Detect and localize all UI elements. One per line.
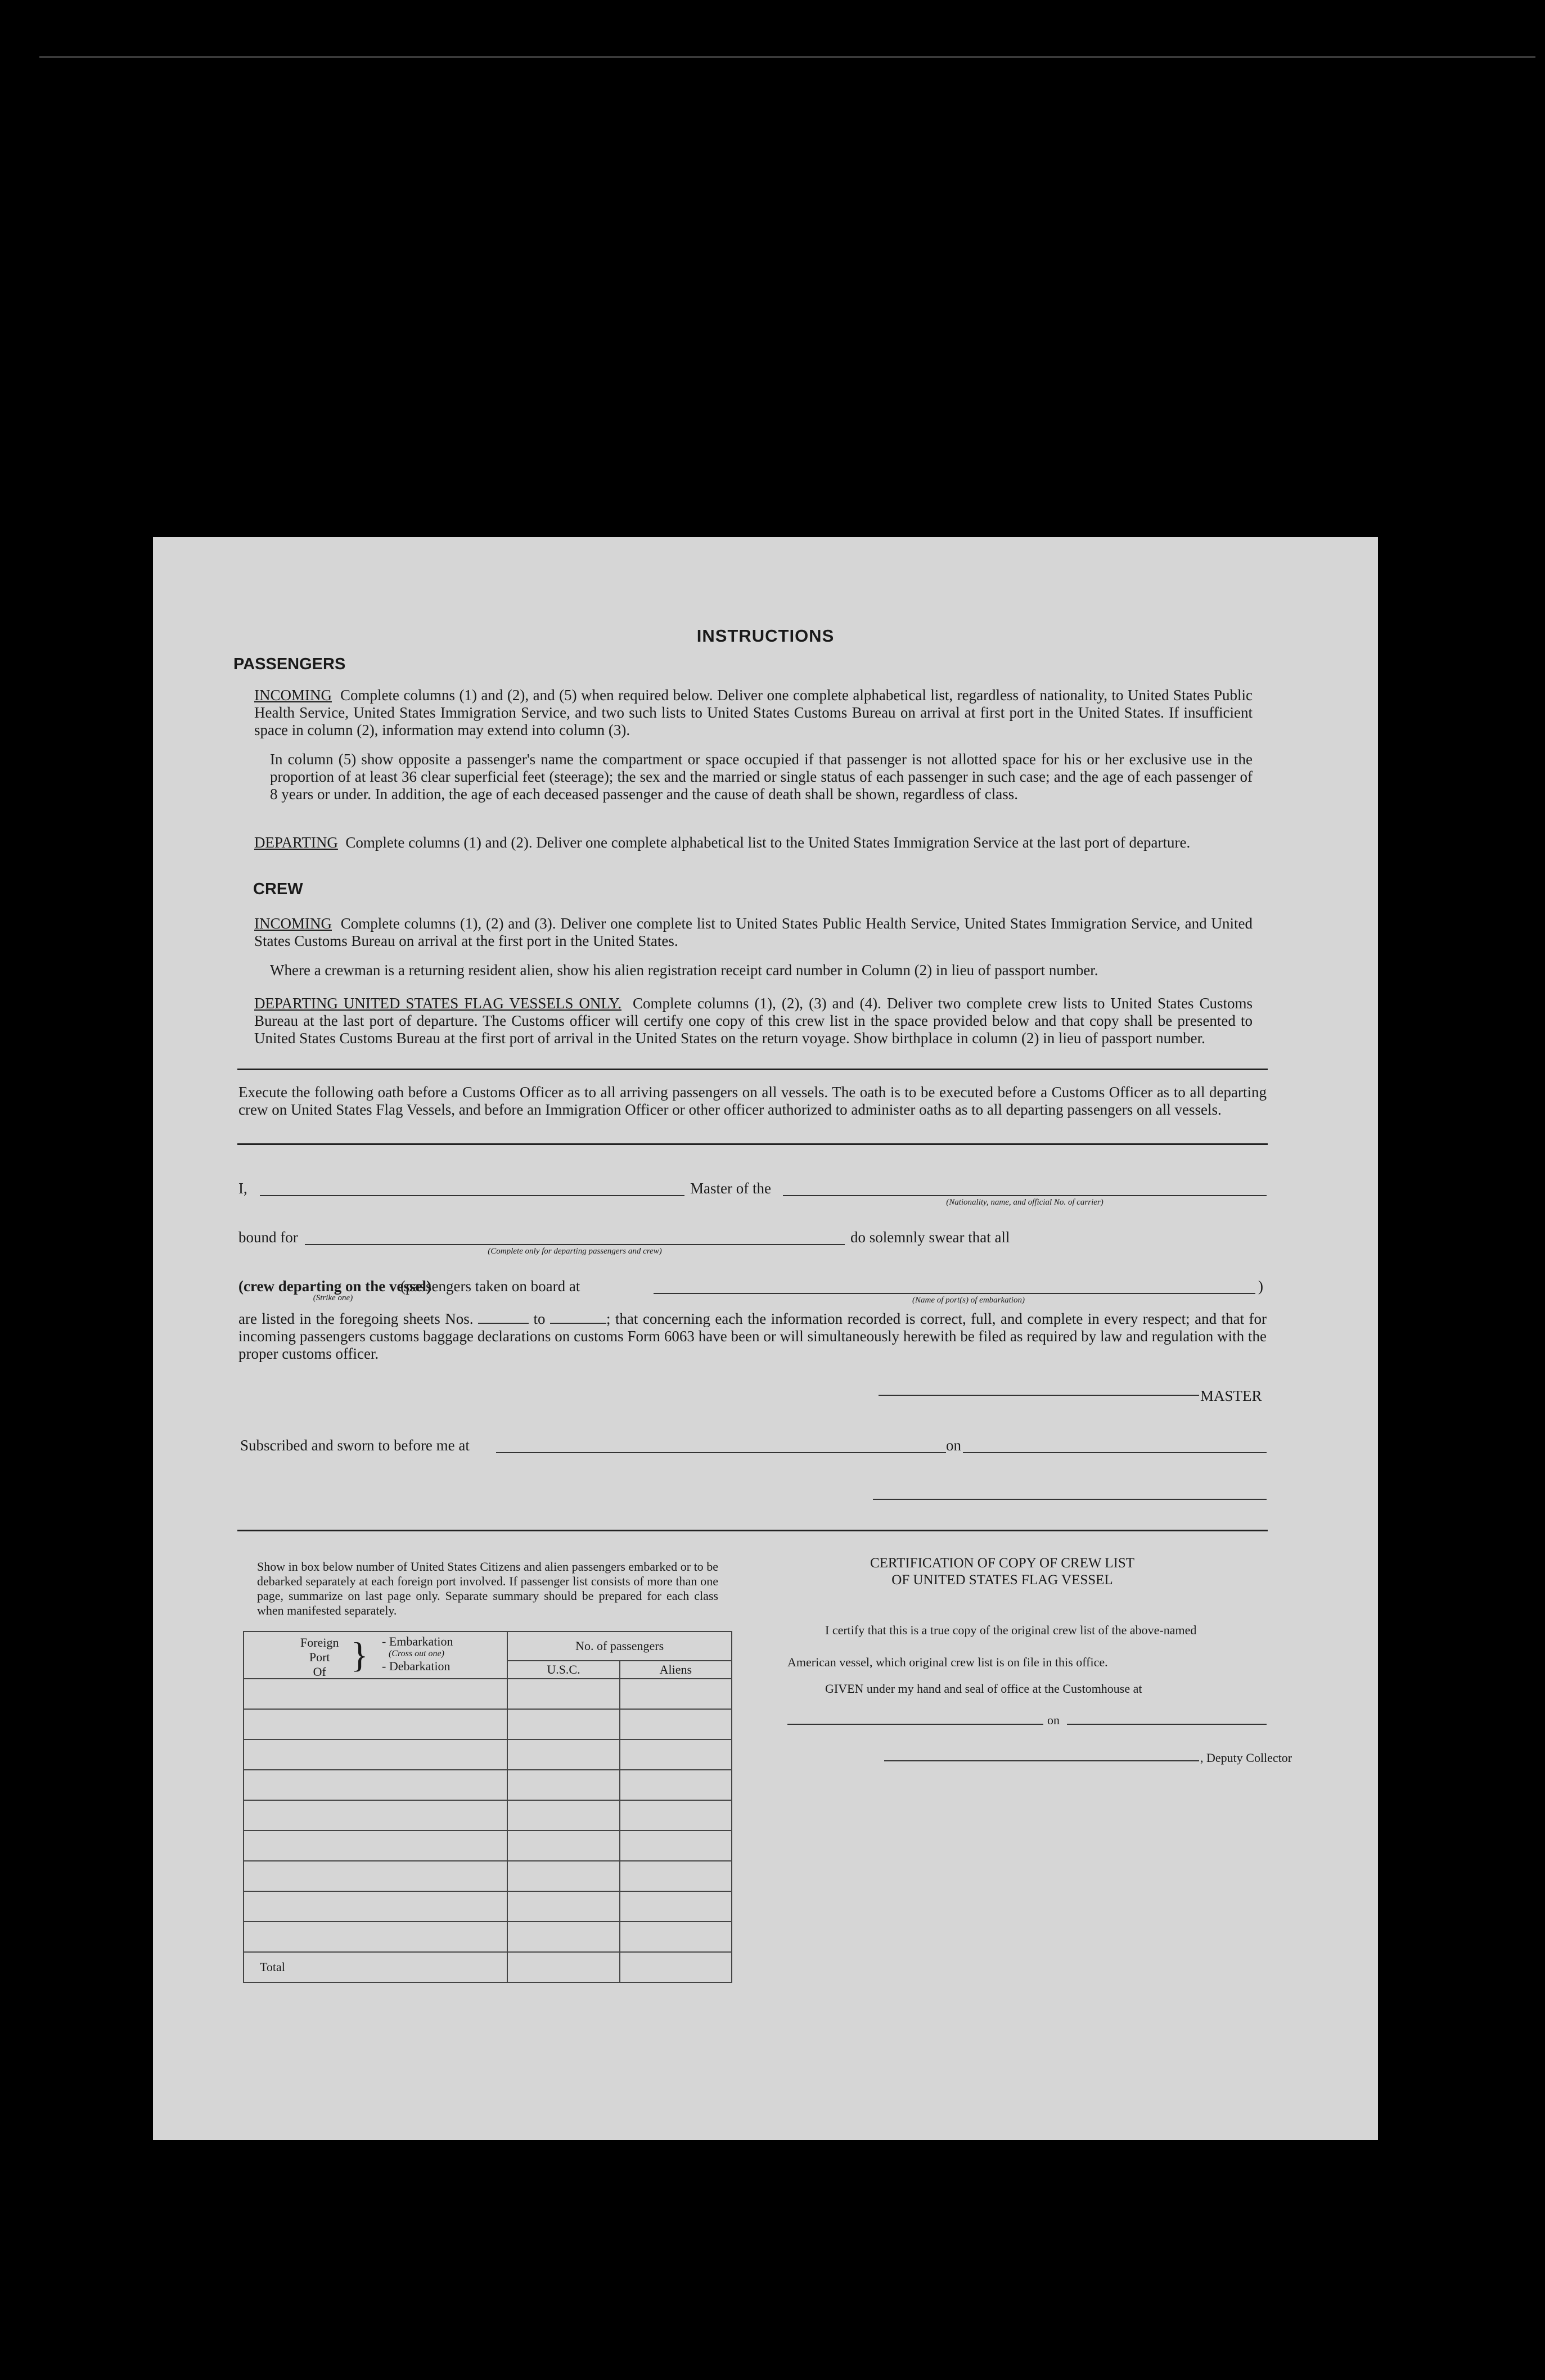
customhouse-field[interactable]	[787, 1724, 1043, 1725]
usc-cell[interactable]	[507, 1861, 619, 1891]
usc-header: U.S.C.	[507, 1661, 619, 1679]
cross-out-caption: (Cross out one)	[389, 1649, 444, 1658]
master-label: MASTER	[1200, 1387, 1262, 1404]
aliens-cell[interactable]	[620, 1679, 732, 1709]
passengers-incoming-lead: INCOMING	[254, 687, 332, 704]
aliens-cell[interactable]	[620, 1770, 732, 1800]
divider	[237, 1069, 1268, 1070]
crew-departing-lead: DEPARTING UNITED STATES FLAG VESSELS ONLY.	[254, 995, 621, 1012]
given-text: GIVEN under my hand and seal of office at the Customhouse at	[825, 1682, 1142, 1696]
of-word: Of	[313, 1665, 326, 1679]
cert-on-label: on	[1047, 1713, 1060, 1727]
no-of-passengers-header: No. of passengers	[507, 1631, 732, 1661]
embark-options	[382, 1635, 453, 1673]
cert-date-field[interactable]	[1067, 1724, 1267, 1725]
crew-departing-text: Complete columns (1), (2), (3) and (4). Deliver two complete crew lists to United States Customs Bureau at the last port of departure. The Customs officer will certify one copy of this crew list in the space provided below and that copy shall be presented to United States Customs Bureau at the first port of arrival in the United States on the return voyage. Show birthplace in column (2) in lieu of passport number.	[254, 995, 1253, 1047]
deputy-collector-label: , Deputy Collector	[1200, 1751, 1292, 1765]
brace-icon: }	[351, 1635, 368, 1675]
port-cell[interactable]	[244, 1891, 507, 1922]
passengers-taken-option[interactable]: (passengers taken on board at	[400, 1278, 580, 1295]
sheets-post: ; that concerning each the information recorded is correct, full, and complete in every respect; and that for incoming passengers customs baggage declarations on customs Form 6063 have been or will simultaneously herewith be filed as required by law and regulation with the proper customs officer.	[238, 1310, 1267, 1362]
debarkation-option[interactable]: - Debarkation	[382, 1659, 451, 1673]
certification-title	[783, 1555, 1222, 1589]
foreign-word: Foreign	[300, 1635, 339, 1649]
american-vessel-text: American vessel, which original crew list is on file in this office.	[787, 1655, 1108, 1669]
table-row	[244, 1739, 732, 1770]
usc-cell[interactable]	[507, 1679, 619, 1709]
bound-for-field[interactable]	[305, 1244, 845, 1245]
bound-caption: (Complete only for departing passengers and crew)	[488, 1247, 662, 1256]
passengers-incoming-paragraph	[254, 687, 1253, 739]
subscribed-label: Subscribed and sworn to before me at	[240, 1437, 470, 1454]
divider	[237, 1530, 1268, 1531]
crew-incoming-lead: INCOMING	[254, 915, 332, 932]
crew-heading: CREW	[253, 880, 303, 898]
aliens-cell[interactable]	[620, 1861, 732, 1891]
total-row	[244, 1952, 732, 1982]
usc-cell[interactable]	[507, 1739, 619, 1770]
passengers-departing-text: Complete columns (1) and (2). Deliver one complete alphabetical list to the United States Immigration Service at the last port of departure.	[345, 834, 1191, 851]
aliens-cell[interactable]	[620, 1831, 732, 1861]
officer-signature-field[interactable]	[873, 1499, 1267, 1500]
port-cell[interactable]	[244, 1739, 507, 1770]
page-title: INSTRUCTIONS	[696, 626, 835, 646]
sworn-on-label: on	[946, 1437, 961, 1454]
total-label: Total	[244, 1952, 507, 1982]
table-row	[244, 1922, 732, 1952]
foreign-port-of	[300, 1635, 339, 1679]
sworn-place-field[interactable]	[496, 1452, 946, 1453]
aliens-header: Aliens	[620, 1661, 732, 1679]
passenger-summary-table	[243, 1631, 732, 1983]
master-of-the-label: Master of the	[690, 1180, 771, 1197]
usc-cell[interactable]	[507, 1709, 619, 1739]
aliens-cell[interactable]	[620, 1800, 732, 1831]
master-name-field[interactable]	[260, 1195, 684, 1196]
port-cell[interactable]	[244, 1679, 507, 1709]
bound-for-label: bound for	[238, 1229, 298, 1246]
aliens-cell[interactable]	[620, 1709, 732, 1739]
table-row	[244, 1831, 732, 1861]
oath-i-label: I,	[238, 1180, 247, 1197]
master-signature-field[interactable]	[879, 1395, 1199, 1396]
table-row	[244, 1709, 732, 1739]
usc-total-cell[interactable]	[507, 1952, 619, 1982]
port-cell[interactable]	[244, 1770, 507, 1800]
passengers-departing-paragraph	[254, 834, 1253, 851]
port-header-cell	[244, 1631, 507, 1679]
sheets-paragraph	[238, 1310, 1267, 1363]
sheets-to: to	[533, 1310, 546, 1327]
port-cell[interactable]	[244, 1861, 507, 1891]
carrier-field[interactable]	[783, 1195, 1267, 1196]
table-row	[244, 1800, 732, 1831]
close-paren: )	[1258, 1278, 1263, 1295]
port-cell[interactable]	[244, 1831, 507, 1861]
sworn-date-field[interactable]	[963, 1452, 1267, 1453]
sheets-pre: are listed in the foregoing sheets Nos.	[238, 1310, 474, 1327]
divider	[237, 1143, 1268, 1145]
certify-text: I certify that this is a true copy of the original crew list of the above-named	[825, 1623, 1197, 1637]
usc-cell[interactable]	[507, 1770, 619, 1800]
usc-cell[interactable]	[507, 1800, 619, 1831]
table-row	[244, 1891, 732, 1922]
crew-departing-paragraph	[254, 995, 1253, 1047]
port-cell[interactable]	[244, 1922, 507, 1952]
crew-incoming-paragraph	[254, 915, 1253, 950]
oath-intro: Execute the following oath before a Customs Officer as to all arriving passengers on all vessels. The oath is to be executed before a Customs Officer as to all departing crew on United States Flag Vessels, and before an Immigration Officer or other officer authorized to administer oaths as to all departing passengers on all vessels.	[238, 1084, 1267, 1118]
aliens-cell[interactable]	[620, 1922, 732, 1952]
crew-resident-paragraph: Where a crewman is a returning resident alien, show his alien registration receipt card number in Column (2) in lieu of passport number.	[270, 962, 1098, 979]
deputy-signature-field[interactable]	[884, 1760, 1199, 1761]
film-edge-line	[39, 56, 1535, 58]
swear-text: do solemnly swear that all	[850, 1229, 1010, 1246]
aliens-cell[interactable]	[620, 1891, 732, 1922]
table-row	[244, 1861, 732, 1891]
passengers-incoming-text: Complete columns (1) and (2), and (5) when required below. Deliver one complete alphabetical list, regardless of nationality, to United States Public Health Service, United States Immigration Service, and two such lists to United States Customs Bureau on arrival at first port in the United States. If insufficient space in column (2), information may extend into column (3).	[254, 687, 1253, 738]
port-cell[interactable]	[244, 1800, 507, 1831]
port-caption: (Name of port(s) of embarkation)	[912, 1296, 1025, 1305]
port-word: Port	[309, 1650, 330, 1664]
aliens-total-cell[interactable]	[620, 1952, 732, 1982]
usc-cell[interactable]	[507, 1922, 619, 1952]
embarkation-option[interactable]: - Embarkation	[382, 1634, 453, 1648]
passengers-heading: PASSENGERS	[233, 655, 346, 673]
table-row	[244, 1679, 732, 1709]
sheets-from-field[interactable]	[478, 1310, 529, 1324]
table-row	[244, 1770, 732, 1800]
embarkation-port-field[interactable]	[654, 1293, 1255, 1294]
crew-departing-option[interactable]: (crew departing on the vessel)	[238, 1278, 431, 1295]
usc-cell[interactable]	[507, 1891, 619, 1922]
column5-paragraph: In column (5) show opposite a passenger's name the compartment or space occupied if that passenger is not allotted space for his or her exclusive use in the proportion of at least 36 clear superficial feet (steerage); the sex and the married or single status of each passenger in such case; and the age of each passenger of 8 years or under. In addition, the age of each deceased passenger and the cause of death shall be shown, regardless of class.	[270, 751, 1253, 803]
usc-cell[interactable]	[507, 1831, 619, 1861]
form-page	[153, 537, 1378, 2140]
aliens-cell[interactable]	[620, 1739, 732, 1770]
certification-title-line2: OF UNITED STATES FLAG VESSEL	[891, 1572, 1113, 1588]
passengers-departing-lead: DEPARTING	[254, 834, 338, 851]
sheets-to-field[interactable]	[550, 1310, 606, 1324]
carrier-caption: (Nationality, name, and official No. of carrier)	[946, 1198, 1103, 1207]
strike-one-caption: (Strike one)	[313, 1293, 353, 1302]
box-instructions: Show in box below number of United States Citizens and alien passengers embarked or to be debarked separately at each foreign port involved. If passenger list consists of more than one page, summarize on last page only. Separate summary should be prepared for each class when manifested separately.	[257, 1559, 718, 1617]
port-cell[interactable]	[244, 1709, 507, 1739]
crew-incoming-text: Complete columns (1), (2) and (3). Deliver one complete list to United States Public Health Service, United States Immigration Service, and United States Customs Bureau on arrival at the first port in the United States.	[254, 915, 1253, 949]
certification-title-line1: CERTIFICATION OF COPY OF CREW LIST	[870, 1556, 1135, 1571]
